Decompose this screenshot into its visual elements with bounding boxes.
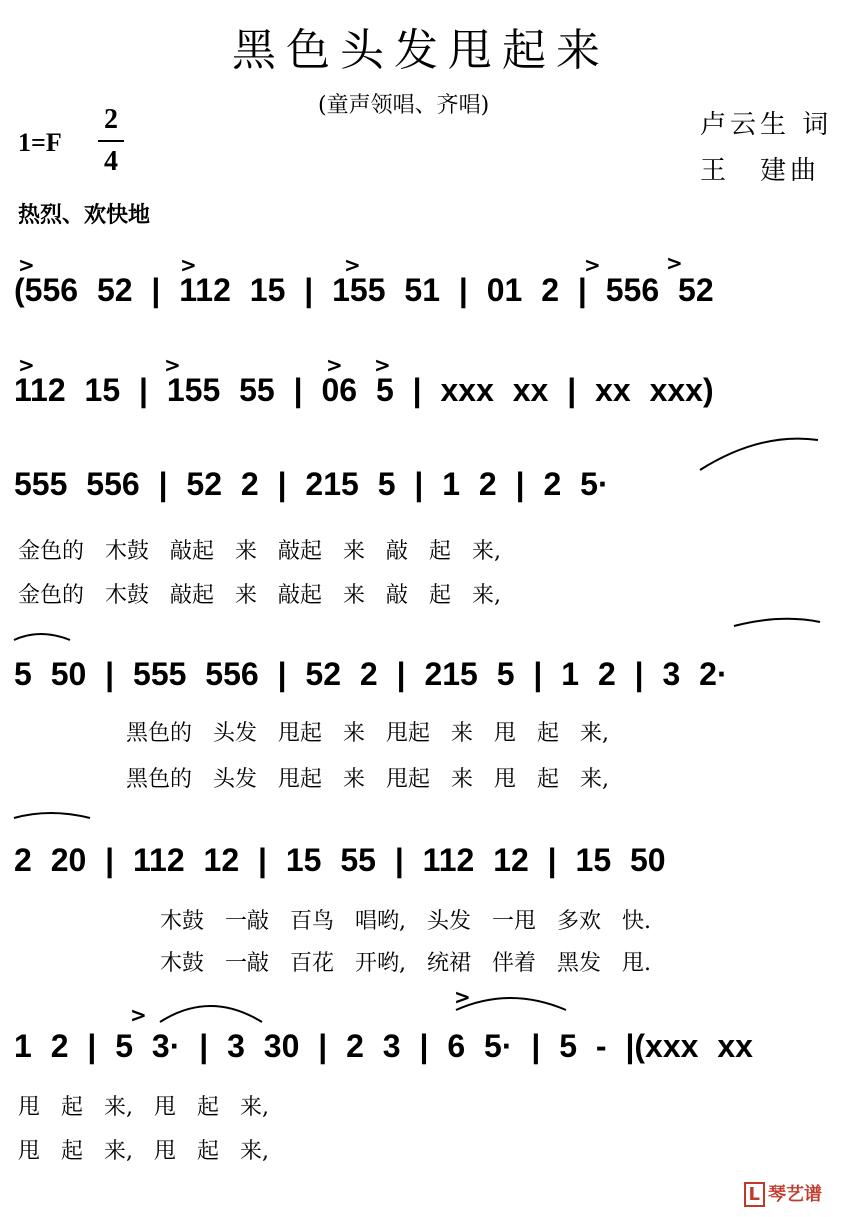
time-signature-bottom: 4 bbox=[104, 146, 118, 177]
lyric-line: 黑色的 头发 甩起 来 甩起 来 甩 起 来, bbox=[126, 767, 609, 792]
accent-mark: > bbox=[374, 353, 391, 377]
lyric-line: 金色的 木鼓 敲起 来 敲起 来 敲 起 来, bbox=[18, 539, 501, 564]
page-title: 黑色头发甩起来 bbox=[232, 25, 610, 76]
composer-credit: 王 建曲 bbox=[700, 156, 821, 186]
accent-mark: > bbox=[584, 253, 601, 277]
subtitle: (童声领唱、齐唱) bbox=[318, 93, 490, 118]
accent-mark: > bbox=[454, 985, 471, 1009]
accent-mark: > bbox=[326, 353, 343, 377]
lyric-line: 黑色的 头发 甩起 来 甩起 来 甩 起 来, bbox=[126, 721, 609, 746]
accent-mark: > bbox=[666, 251, 683, 275]
lyric-line: 木鼓 一敲 百鸟 唱哟, 头发 一甩 多欢 快. bbox=[160, 909, 651, 934]
key-signature: 1=F bbox=[18, 128, 62, 157]
notation-line: 2 20 | 112 12 | 15 55 | 112 12 | 15 50 bbox=[14, 842, 666, 878]
lyricist-credit: 卢云生 词 bbox=[700, 110, 833, 140]
lyric-line: 甩 起 来, 甩 起 来, bbox=[18, 1095, 269, 1120]
notation-line: 1 2 | 5 3· | 3 30 | 2 3 | 6 5· | 5 - |(xxx xx bbox=[14, 1028, 753, 1064]
lyric-line: 金色的 木鼓 敲起 来 敲起 来 敲 起 来, bbox=[18, 583, 501, 608]
lyric-line: 甩 起 来, 甩 起 来, bbox=[18, 1139, 269, 1164]
watermark-text: 琴艺谱 bbox=[768, 1184, 822, 1205]
accent-mark: > bbox=[344, 253, 361, 277]
notation-line: (556 52 | 112 15 | 155 51 | 01 2 | 556 52 bbox=[14, 272, 714, 308]
logo-icon: L bbox=[744, 1182, 765, 1207]
accent-mark: > bbox=[18, 253, 35, 277]
time-signature-top: 2 bbox=[104, 104, 118, 135]
accent-mark: > bbox=[164, 353, 181, 377]
lyric-line: 木鼓 一敲 百花 开哟, 统裙 伴着 黑发 甩. bbox=[160, 951, 651, 976]
accent-mark: > bbox=[130, 1003, 147, 1027]
notation-line: 112 15 | 155 55 | 06 5 | xxx xx | xx xxx) bbox=[14, 372, 714, 408]
accent-mark: > bbox=[18, 353, 35, 377]
tempo-marking: 热烈、欢快地 bbox=[18, 203, 151, 228]
notation-line: 5 50 | 555 556 | 52 2 | 215 5 | 1 2 | 3 2· bbox=[14, 656, 728, 692]
accent-mark: > bbox=[180, 253, 197, 277]
watermark-logo bbox=[744, 1180, 822, 1207]
notation-line: 555 556 | 52 2 | 215 5 | 1 2 | 2 5· bbox=[14, 466, 609, 502]
